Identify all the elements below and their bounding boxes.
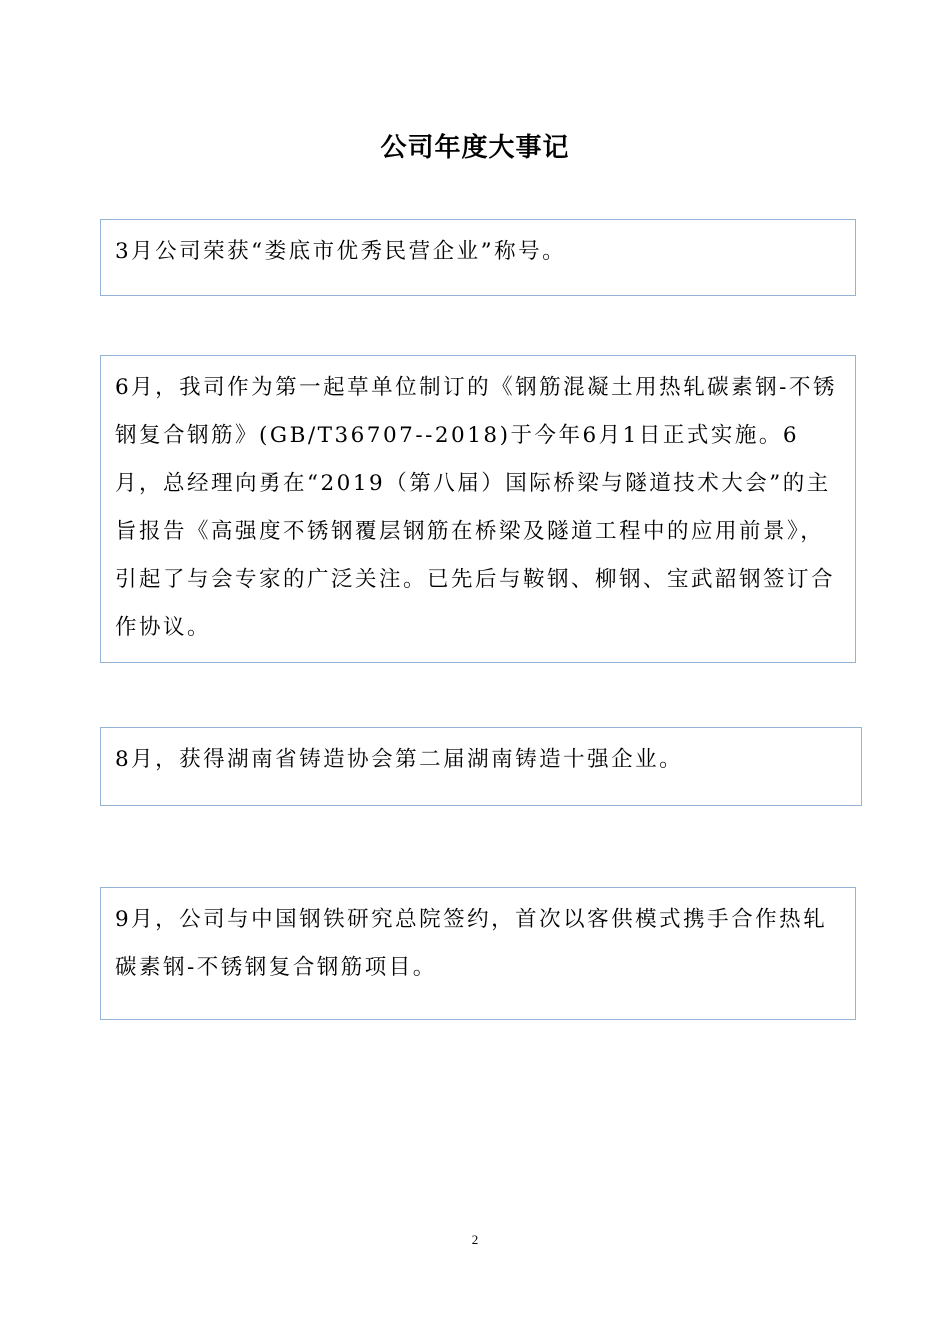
page-title: 公司年度大事记: [380, 133, 570, 163]
event-text: 8月，获得湖南省铸造协会第二届湖南铸造十强企业。: [115, 747, 684, 772]
event-text: 9月，公司与中国钢铁研究总院签约，首次以客供模式携手合作热轧碳素钢-不锈钢复合钢筋项目。: [115, 907, 828, 980]
event-box-september: [100, 887, 856, 1020]
event-box-june: [100, 355, 856, 663]
page-number: 2: [471, 1232, 479, 1247]
event-text: 6月，我司作为第一起草单位制订的《钢筋混凝土用热轧碳素钢-不锈钢复合钢筋》(GB/T36707--2018)于今年6月1日正式实施。6月，总经理向勇在“2019（第八届）国际桥梁与隧道技术大会”的主旨报告《高强度不锈钢覆层钢筋在桥梁及隧道工程中的应用前景》，引起了与会专家的广泛关注。已先后与鞍钢、柳钢、宝武韶钢签订合作协议。: [115, 375, 837, 640]
event-text: 3月公司荣获“娄底市优秀民营企业”称号。: [115, 239, 567, 264]
event-box-august: [100, 727, 862, 806]
event-box-march: [100, 219, 856, 296]
